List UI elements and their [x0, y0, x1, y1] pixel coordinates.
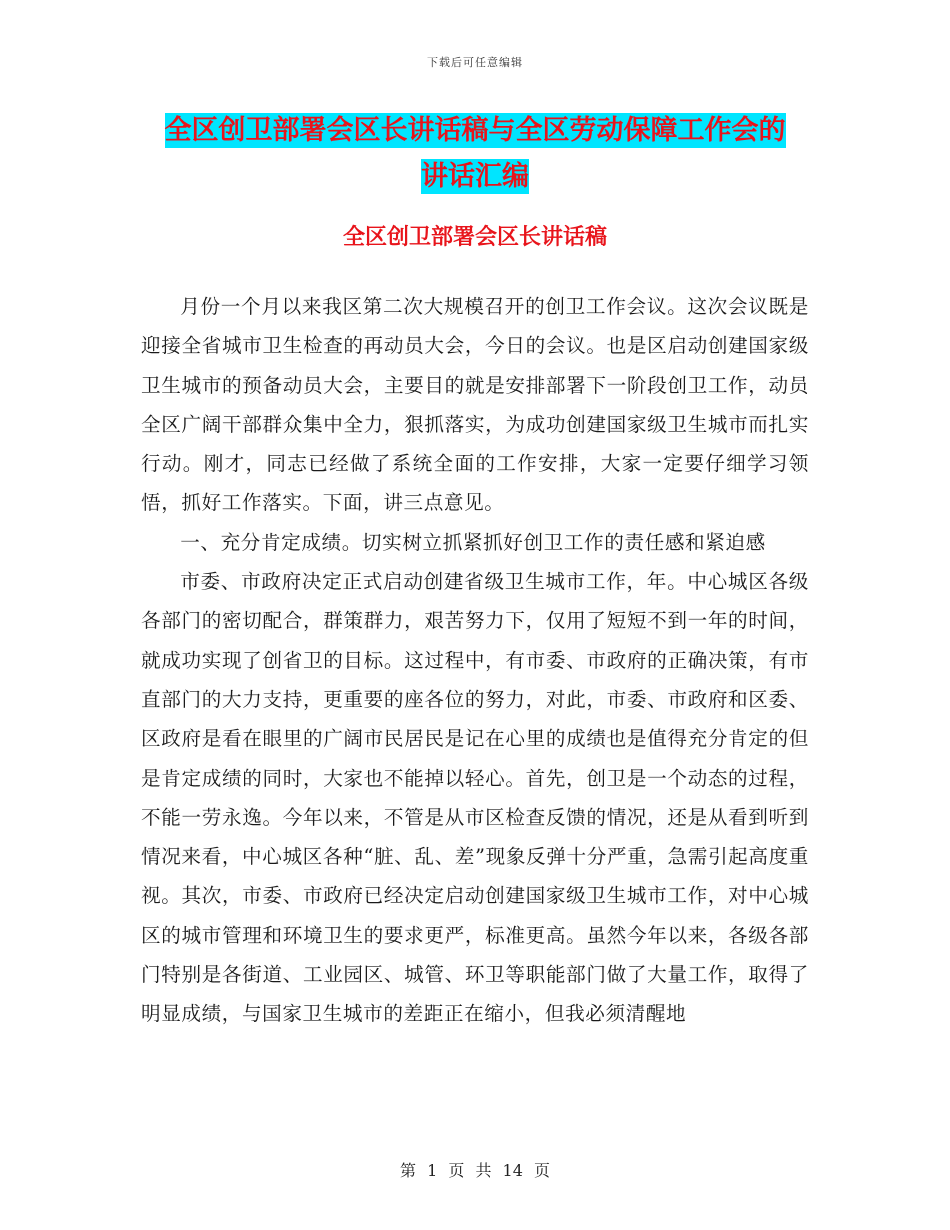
header-note: 下载后可任意编辑 — [427, 56, 523, 69]
paragraph-achievements: 市委、市政府决定正式启动创建省级卫生城市工作，年。中心城区各级各部门的密切配合，群策群力，艰苦努力下，仅用了短短不到一年的时间，就成功实现了创省卫的目标。这过程中，有市委、市政府的正确决策，有市直部门的大力支持，更重要的座各位的努力，对此，市委、市政府和区委、区政府是看在眼里的广阔市民居民是记在心里的成绩也是值得充分肯定的但是肯定成绩的同时，大家也不能掉以轻心。首先，创卫是一个动态的过程，不能一劳永逸。今年以来，不管是从市区检查反馈的情况，还是从看到听到情况来看，中心城区各种“脏、乱、差”现象反弹十分严重，急需引起高度重视。其次，市委、市政府已经决定启动创建国家级卫生城市工作，对中心城区的城市管理和环境卫生的要求更严，标准更高。虽然今年以来，各级各部门特别是各街道、工业园区、城管、环卫等职能部门做了大量工作，取得了明显成绩，与国家卫生城市的差距正在缩小，但我必须清醒地 — [141, 570, 809, 1026]
page-footer: 第 1 页 共 14 页 — [400, 1161, 550, 1180]
document-title — [120, 108, 830, 200]
paragraph-heading-one: 一、充分肯定成绩。切实树立抓紧抓好创卫工作的责任感和紧迫感 — [180, 530, 766, 554]
paragraph-intro: 月份一个月以来我区第二次大规模召开的创卫工作会议。这次会议既是迎接全省城市卫生检查的再动员大会，今日的会议。也是区启动创建国家级卫生城市的预备动员大会，主要目的就是安排部署下一阶段创卫工作，动员全区广阔干部群众集中全力，狠抓落实，为成功创建国家级卫生城市而扎实行动。刚才，同志已经做了系统全面的工作安排，大家一定要仔细学习领悟，抓好工作落实。下面，讲三点意见。 — [141, 295, 809, 515]
section-title: 全区创卫部署会区长讲话稿 — [342, 225, 607, 250]
document-title-line-1: 全区创卫部署会区长讲话稿与全区劳动保障工作会的 — [164, 115, 786, 146]
document-body — [141, 287, 809, 1034]
document-title-line-2: 讲话汇编 — [421, 161, 529, 192]
